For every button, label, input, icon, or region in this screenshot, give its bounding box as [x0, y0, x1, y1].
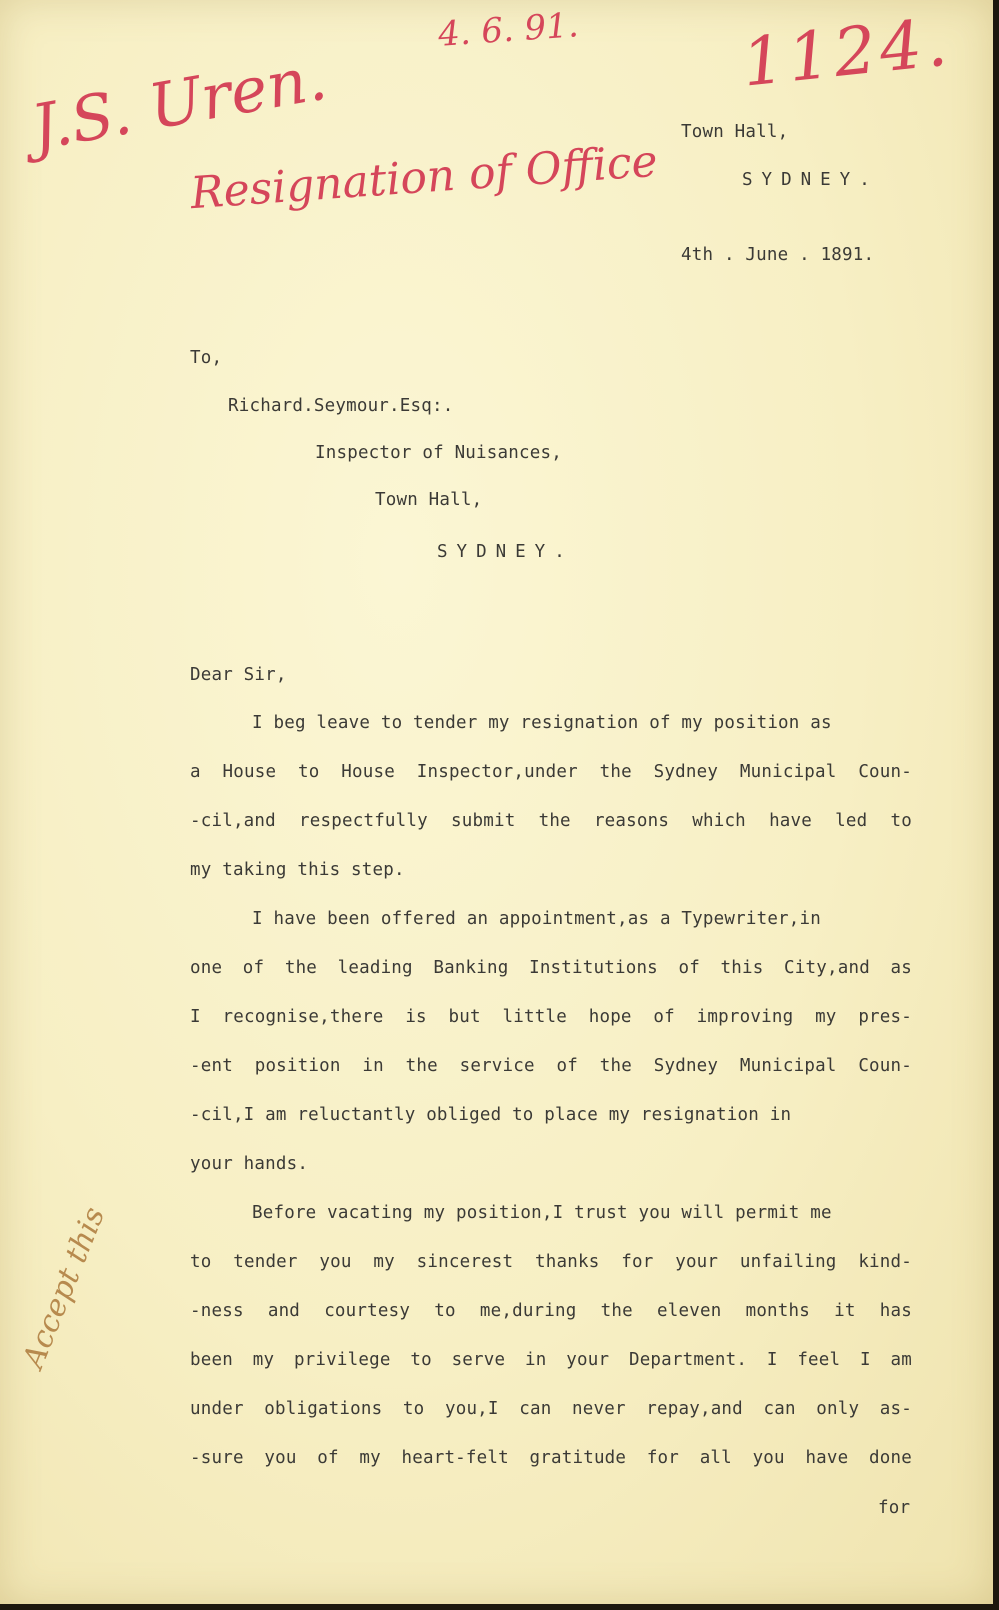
- body-line: to tender you my sincerest thanks for your unfailing kind-: [190, 1252, 912, 1272]
- body-line: -ness and courtesy to me,during the eleven months it has: [190, 1301, 912, 1321]
- letterhead-place: Town Hall,: [681, 122, 789, 142]
- body-line: I recognise,there is but little hope of improving my pres-: [190, 1007, 912, 1027]
- author-annotation: J.S. Uren.: [25, 40, 332, 165]
- body-line: been my privilege to serve in your Department. I feel I am: [190, 1350, 912, 1370]
- body-line: under obligations to you,I can never repay,and can only as-: [190, 1399, 912, 1419]
- letterhead-city: SYDNEY.: [742, 170, 879, 190]
- catchword: for: [878, 1498, 911, 1518]
- body-line: your hands.: [190, 1154, 309, 1174]
- margin-note: Accept this: [16, 1202, 113, 1374]
- body-line: -cil,and respectfully submit the reasons which have led to: [190, 811, 912, 831]
- subject-annotation: Resignation of Office: [188, 135, 660, 220]
- date-annotation: 4. 6. 91.: [436, 5, 580, 55]
- recipient-place: Town Hall,: [375, 490, 483, 510]
- body-line: -ent position in the service of the Sydney Municipal Coun-: [190, 1056, 912, 1076]
- page-bottom-edge: [0, 1604, 999, 1610]
- body-line: my taking this step.: [190, 860, 405, 880]
- body-line: I have been offered an appointment,as a Typewriter,in: [252, 909, 822, 929]
- body-line: I beg leave to tender my resignation of my position as: [252, 713, 832, 733]
- body-line: Before vacating my position,I trust you will permit me: [252, 1203, 832, 1223]
- recipient-city: SYDNEY.: [437, 542, 574, 562]
- folio-number: 1124.: [738, 3, 955, 102]
- letter-date: 4th . June . 1891.: [681, 245, 875, 265]
- salutation: Dear Sir,: [190, 665, 287, 685]
- recipient-name: Richard.Seymour.Esq:.: [228, 396, 454, 416]
- page-edge: [993, 0, 999, 1610]
- recipient-title: Inspector of Nuisances,: [315, 443, 562, 463]
- body-line: a House to House Inspector,under the Sydney Municipal Coun-: [190, 762, 912, 782]
- body-line: one of the leading Banking Institutions of this City,and as: [190, 958, 912, 978]
- body-line: -sure you of my heart-felt gratitude for all you have done: [190, 1448, 912, 1468]
- body-line: -cil,I am reluctantly obliged to place my resignation in: [190, 1105, 792, 1125]
- recipient-to: To,: [190, 348, 223, 368]
